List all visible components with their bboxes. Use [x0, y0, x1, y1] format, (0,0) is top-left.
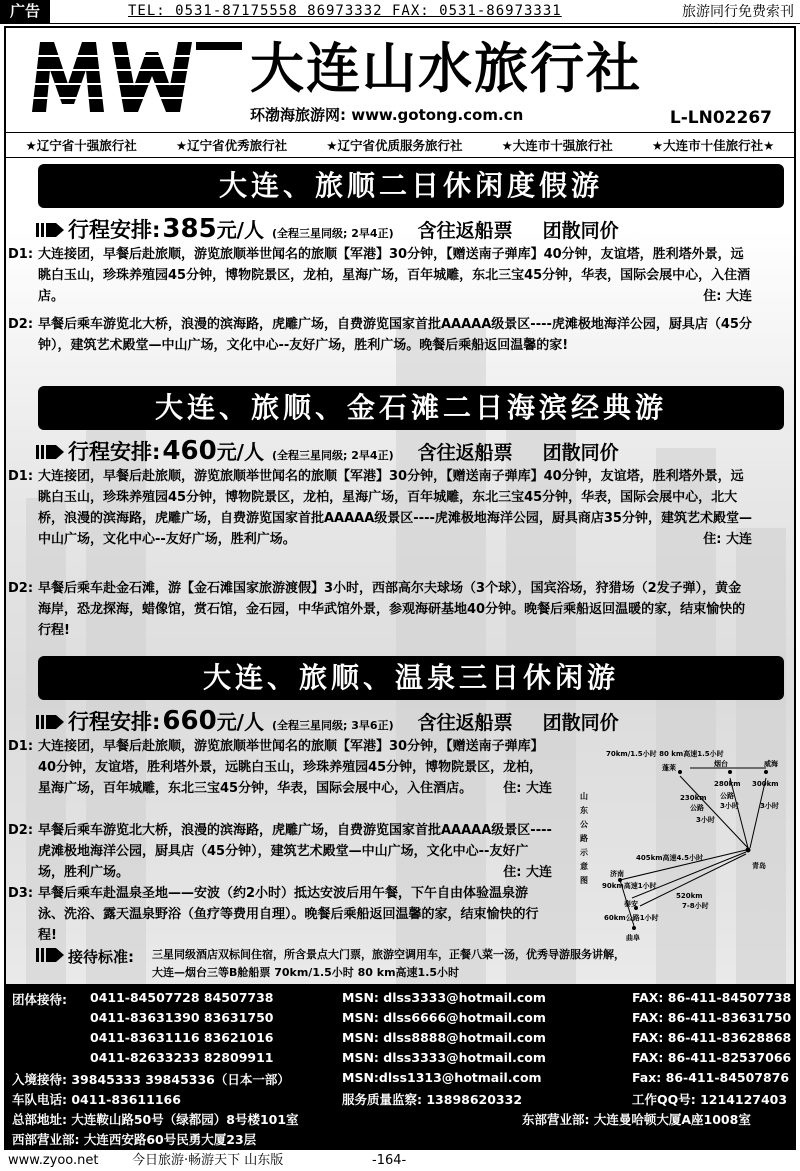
- map-note-280: 280km: [714, 780, 741, 788]
- ship-ticket: 含往返船票: [417, 442, 513, 464]
- top-tagline: 旅游同行免费索刊: [682, 4, 794, 20]
- company-logo: [32, 42, 242, 112]
- map-label-yantai: 烟台: [714, 760, 728, 768]
- ad-label: 广告: [0, 0, 50, 23]
- bottom-bar: [0, 1151, 800, 1171]
- service-label: 接待标准:: [68, 948, 134, 966]
- tour-2-day-2: D2: 早餐后乘车赴金石滩，游【金石滩国家旅游渡假】3小时，西部高尔夫球场（3个球），国宾浴场，狩猎场（2发子弹），黄金海岸，恐龙探海，蜡像馆，赏石馆，金石园，中华武馆外景，参观海研基地40分钟。晚餐后乘船返回温暖的家，结束愉快的行程!: [8, 581, 746, 638]
- tour-1-day-2: D2: 早餐后乘车游览北大桥，浪漫的滨海路，虎雕广场，自费游览国家首批AAAAA级景区----虎滩极地海洋公园，厨具店（45分钟），建筑艺术殿堂—中山广场，文化中心--友好广场，胜利广场。晚餐后乘船返回温馨的家!: [8, 317, 752, 353]
- east-office: 东部营业部: 大连曼哈顿大厦A座1008室: [522, 1112, 751, 1127]
- map-note-520: 520km: [676, 892, 703, 900]
- tour-2-title: 大连、旅顺、金石滩二日海滨经典游: [38, 386, 784, 430]
- arrow-icon: [36, 221, 64, 239]
- arrow-icon: [36, 713, 64, 731]
- map-label-jinan: 济南: [610, 870, 624, 878]
- map-note-3c: 3小时: [696, 816, 715, 824]
- map-label-penglai: 蓬莱: [662, 764, 676, 772]
- page-number: -164-: [372, 1153, 407, 1168]
- price-note: (全程三星同级; 3早6正): [272, 719, 394, 732]
- honor-item: ★辽宁省优秀旅行社: [175, 138, 288, 153]
- msn: MSN: dlss6666@hotmail.com: [342, 1010, 546, 1025]
- map-note-60: 60km公路1小时: [604, 914, 659, 922]
- inbound-phone: 入境接待: 39845333 39845336（日本一部）: [12, 1072, 290, 1087]
- fax: FAX: 86-411-83631750: [632, 1010, 792, 1025]
- group-price: 团散同价: [542, 712, 619, 734]
- price-unit: 元/人: [216, 440, 264, 464]
- service-standard: [36, 946, 636, 986]
- map-note-300: 300km: [752, 780, 779, 788]
- price-unit: 元/人: [216, 218, 264, 242]
- price-unit: 元/人: [216, 710, 264, 734]
- map-note-3a: 3小时: [720, 802, 739, 810]
- price: 660: [162, 706, 217, 736]
- tour-1-title: 大连、旅顺二日休闲度假游: [38, 164, 784, 208]
- map-label-qingdao: 青岛: [752, 862, 766, 870]
- company-name: 大连山水旅行社: [250, 37, 642, 100]
- fax: FAX: 86-411-83628868: [632, 1030, 792, 1045]
- tour-1-price-row: [36, 214, 619, 244]
- inbound-msn: MSN:dlss1313@hotmail.com: [342, 1070, 542, 1085]
- honor-item: ★辽宁省十强旅行社: [25, 138, 137, 153]
- map-title: 山东公路示意图: [580, 792, 589, 890]
- itinerary-label: 行程安排:: [68, 440, 161, 464]
- phone: 0411-83631390 83631750: [90, 1010, 274, 1025]
- msn: MSN: dlss3333@hotmail.com: [342, 990, 546, 1005]
- msn: MSN: dlss8888@hotmail.com: [342, 1030, 546, 1045]
- phone: 0411-84507728 84507738: [90, 990, 274, 1005]
- work-qq: 工作QQ号: 1214127403: [632, 1092, 788, 1107]
- map-note-gl2: 公路: [720, 792, 734, 800]
- license-number: L-LN02267: [669, 108, 772, 128]
- group-price: 团散同价: [542, 220, 619, 242]
- map-note-7h: 7-8小时: [682, 902, 709, 910]
- fleet-phone: 车队电话: 0411-83611166: [12, 1092, 181, 1107]
- fax: FAX: 86-411-84507738: [632, 990, 792, 1005]
- bottom-magazine: 今日旅游·畅游天下 山东版: [132, 1153, 284, 1168]
- itinerary-label: 行程安排:: [68, 218, 161, 242]
- hq-address: 总部地址: 大连鞍山路50号（绿都园）8号楼101室: [12, 1112, 299, 1127]
- phone: 0411-82633233 82809911: [90, 1050, 274, 1065]
- tour-3-day-1: D1: 大连接团，早餐后赴旅顺，游览旅顺举世闻名的旅顺【军港】30分钟，【赠送南子弹库】40分钟，友谊塔，胜利塔外景，远眺白玉山，珍珠养殖园45分钟，博物院景区，龙柏，星海广场，百年城雕，东北三宝45分钟，华表，国际会展中心，入住酒店。 住: 大连: [8, 739, 552, 796]
- honor-item: ★辽宁省优质服务旅行社: [326, 138, 463, 153]
- msn: MSN: dlss3333@hotmail.com: [342, 1050, 546, 1065]
- map-note-3b: 3小时: [760, 802, 779, 810]
- price: 460: [162, 436, 217, 466]
- map-label-taian: 泰安: [624, 900, 638, 908]
- quality-hotline: 服务质量监察: 13898620332: [342, 1092, 523, 1107]
- arrow-icon: [36, 443, 64, 461]
- fax: FAX: 86-411-82537066: [632, 1050, 792, 1065]
- honor-item: ★大连市十佳旅行社★: [651, 138, 775, 153]
- price-note: (全程三星同级; 2早4正): [272, 449, 394, 462]
- map-note-405: 405km高速4.5小时: [636, 854, 703, 862]
- ad-frame: [4, 26, 796, 1150]
- tour-1-day-1: D1: 大连接团，早餐后赴旅顺，游览旅顺举世闻名的旅顺【军港】30分钟，【赠送南子弹库】40分钟，友谊塔，胜利塔外景，远眺白玉山，珍珠养殖园45分钟，博物院景区，龙柏，星海广场，百年城雕，东北三宝45分钟，华表，国际会展中心，入住酒店。 住: 大连: [8, 247, 752, 304]
- price: 385: [162, 214, 217, 244]
- group-price: 团散同价: [542, 442, 619, 464]
- west-office: 西部营业部: 大连西安路60号民勇大厦23层: [12, 1132, 257, 1147]
- map-note-90: 90km高速1小时: [602, 882, 657, 890]
- tour-3-title: 大连、旅顺、温泉三日休闲游: [38, 656, 784, 700]
- arrow-icon: [36, 946, 64, 964]
- map-note-gl: 公路: [690, 804, 704, 812]
- contact-footer: [6, 984, 794, 1150]
- tour-3-day-2: D2: 早餐后乘车游览北大桥，浪漫的滨海路，虎雕广场，自费游览国家首批AAAAA级景区----虎滩极地海洋公园，厨具店（45分钟），建筑艺术殿堂—中山广场，文化中心--友好广场，胜利广场。 住: 大连: [8, 823, 552, 880]
- ship-ticket: 含往返船票: [417, 712, 513, 734]
- route-map: [580, 748, 790, 948]
- ship-ticket: 含往返船票: [417, 220, 513, 242]
- tour-2-day-1: D1: 大连接团，早餐后赴旅顺，游览旅顺举世闻名的旅顺【军港】30分钟，【赠送南子弹库】40分钟，友谊塔，胜利塔外景，远眺白玉山，珍珠养殖园45分钟，博物院景区，龙柏，星海广场，百年城雕，东北三宝45分钟，华表，国际会展中心，北大桥，浪漫的滨海路，虎雕广场，自费游览国家首批AAAAA级景区----虎滩极地海洋公园，厨具商店35分钟，建筑艺术殿堂—中山广场，文化中心--友好广场，胜利广场。 住: 大连: [8, 469, 752, 547]
- itinerary-label: 行程安排:: [68, 710, 161, 734]
- tour-3-price-row: [36, 706, 619, 736]
- map-note-230: 230km: [680, 794, 707, 802]
- map-note-top: 70km/1.5小时 80 km高速1.5小时: [606, 750, 724, 758]
- inbound-fax: Fax: 86-411-84507876: [632, 1070, 790, 1085]
- phone: 0411-83631116 83621016: [90, 1030, 274, 1045]
- top-bar: [0, 0, 800, 24]
- bottom-site: www.zyoo.net: [8, 1153, 99, 1168]
- tour-3-day-3: D3: 早餐后乘车赴温泉圣地——安波（约2小时）抵达安波后用午餐，下午自由体验温泉游泳、洗浴、露天温泉野浴（鱼疗等费用自理）。晚餐后乘船返回温馨的家，结束愉快的行程!: [8, 886, 539, 943]
- map-label-weihai: 威海: [764, 760, 778, 768]
- price-note: (全程三星同级; 2早4正): [272, 227, 394, 240]
- group-label: 团体接待:: [12, 992, 67, 1007]
- map-label-qufu: 曲阜: [626, 934, 640, 942]
- service-text: 三星同级酒店双标间住宿，所含景点大门票，旅游空调用车，正餐八菜一汤，优秀导游服务讲解，大连—烟台三等B舱船票 70km/1.5小时 80 km高速1.5小时: [152, 948, 625, 979]
- honor-item: ★大连市十强旅行社: [501, 138, 613, 153]
- header: [6, 28, 794, 132]
- website: 环渤海旅游网: www.gotong.com.cn: [250, 106, 524, 124]
- honors-bar: [6, 132, 794, 158]
- top-contact: TEL: 0531-87175558 86973332 FAX: 0531-86973331: [128, 3, 562, 19]
- tour-2-price-row: [36, 436, 619, 466]
